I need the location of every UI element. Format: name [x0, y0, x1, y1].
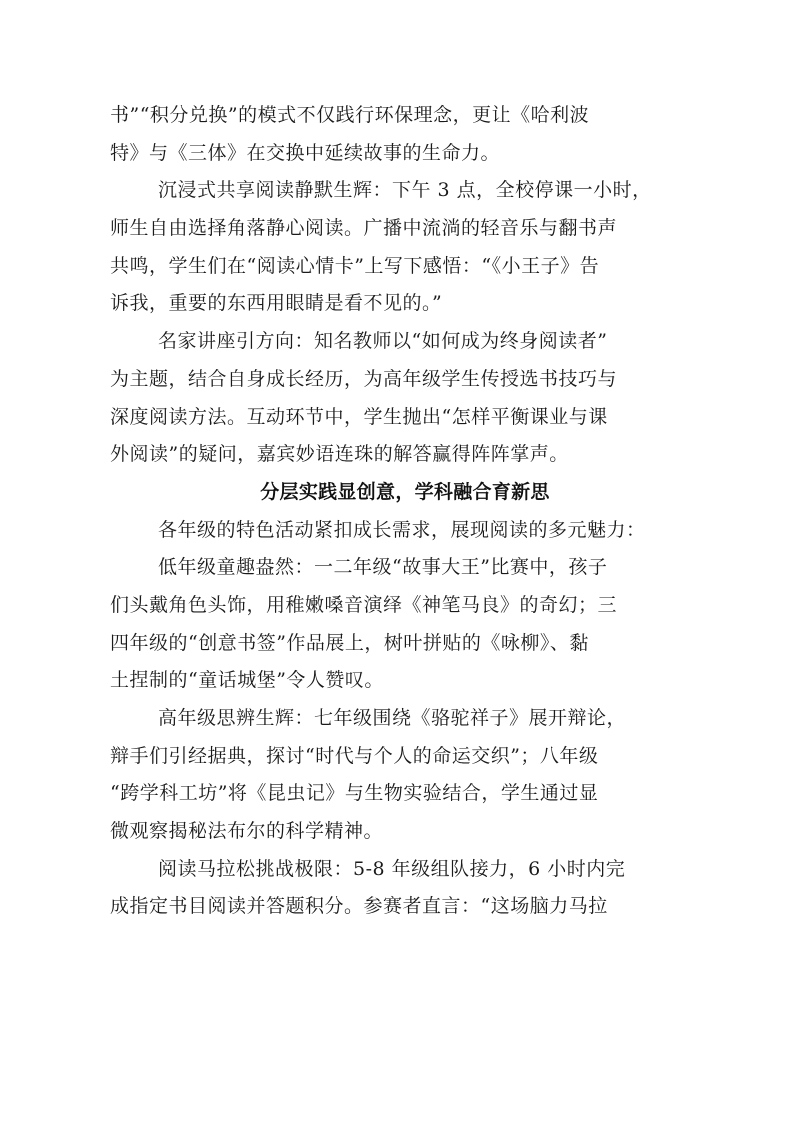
paragraph-silent-reading	[110, 172, 700, 323]
document-body	[110, 97, 700, 926]
text-line: 四年级的“创意书签”作品展上，树叶拼贴的《咏柳》、黏	[110, 631, 589, 654]
text-line: 诉我，重要的东西用眼睛是看不见的。”	[110, 292, 443, 315]
paragraph-lower-grades	[110, 549, 700, 700]
text-line: 低年级童趣盎然：一二年级“故事大王”比赛中，孩子	[158, 556, 608, 579]
text-line: 沉浸式共享阅读静默生辉：下午 3 点，全校停课一小时，	[158, 179, 652, 202]
text-line: 特》与《三体》在交换中延续故事的生命力。	[110, 141, 501, 164]
text-line: 土捏制的“童话城堡”令人赞叹。	[110, 669, 384, 692]
text-line: 高年级思辨生辉：七年级围绕《骆驼祥子》展开辩论，	[158, 707, 627, 729]
text-line: 微观察揭秘法布尔的科学精神。	[110, 820, 384, 843]
paragraph-upper-grades	[110, 700, 700, 851]
paragraph-book-exchange	[110, 97, 700, 172]
text-line: 阅读马拉松挑战极限：5-8 年级组队接力，6 小时内完	[158, 857, 626, 880]
text-line: 深度阅读方法。互动环节中，学生抛出“怎样平衡课业与课	[110, 405, 608, 428]
text-line: 各年级的特色活动紧扣成长需求，展现阅读的多元魅力：	[158, 518, 646, 541]
text-line: 书”“积分兑换”的模式不仅践行环保理念，更让《哈利波	[110, 104, 590, 126]
paragraph-intro	[110, 512, 700, 550]
text-line: “跨学科工坊”将《昆虫记》与生物实验结合，学生通过显	[110, 782, 599, 805]
text-line: 辩手们引经据典，探讨“时代与个人的命运交织”；八年级	[110, 744, 599, 767]
text-line: 名家讲座引方向：知名教师以“如何成为终身阅读者”	[158, 330, 608, 353]
text-line: 为主题，结合自身成长经历，为高年级学生传授选书技巧与	[110, 367, 618, 390]
text-line: 师生自由选择角落静心阅读。广播中流淌的轻音乐与翻书声	[110, 217, 618, 240]
text-line: 们头戴角色头饰，用稚嫩嗓音演绎《神笔马良》的奇幻；三	[110, 593, 618, 616]
text-line: 外阅读”的疑问，嘉宾妙语连珠的解答赢得阵阵掌声。	[110, 443, 569, 466]
paragraph-lecture	[110, 323, 700, 474]
text-line: 共鸣，学生们在“阅读心情卡”上写下感悟：“《小王子》告	[110, 254, 600, 277]
text-line: 成指定书目阅读并答题积分。参赛者直言：“这场脑力马拉	[110, 895, 608, 918]
paragraph-reading-marathon	[110, 851, 700, 926]
section-heading: 分层实践显创意，学科融合育新思	[260, 480, 550, 503]
